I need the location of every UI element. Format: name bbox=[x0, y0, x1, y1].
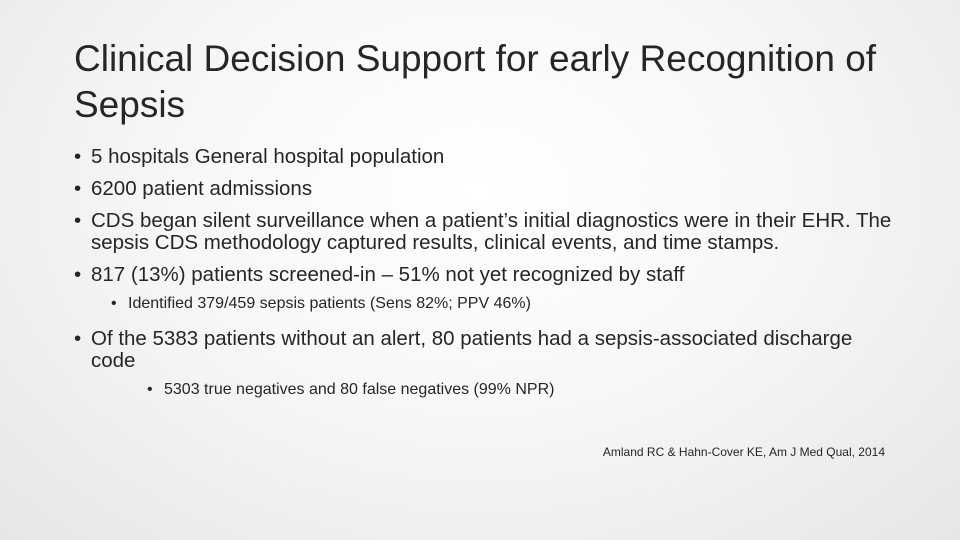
sub-bullet-negatives: • 5303 true negatives and 80 false negatives (99% NPR) bbox=[147, 380, 894, 400]
bullet-hospitals: • 5 hospitals General hospital population bbox=[74, 146, 894, 168]
bullet-list bbox=[74, 146, 894, 406]
citation: Amland RC & Hahn-Cover KE, Am J Med Qual, 2014 bbox=[602, 445, 885, 459]
bullet-admissions: • 6200 patient admissions bbox=[74, 178, 894, 200]
bullet-no-alert: • Of the 5383 patients without an alert, 80 patients had a sepsis-associated discharge code bbox=[74, 328, 894, 372]
sub-bullet-identified: • Identified 379/459 sepsis patients (Sens 82%; PPV 46%) bbox=[111, 294, 894, 314]
bullet-screened-in: • 817 (13%) patients screened-in – 51% not yet recognized by staff bbox=[74, 264, 894, 286]
bullet-surveillance: • CDS began silent surveillance when a patient’s initial diagnostics were in their EHR. The sepsis CDS methodology captured results, clinical events, and time stamps. bbox=[74, 210, 894, 254]
slide-title: Clinical Decision Support for early Recognition of Sepsis bbox=[74, 38, 877, 125]
